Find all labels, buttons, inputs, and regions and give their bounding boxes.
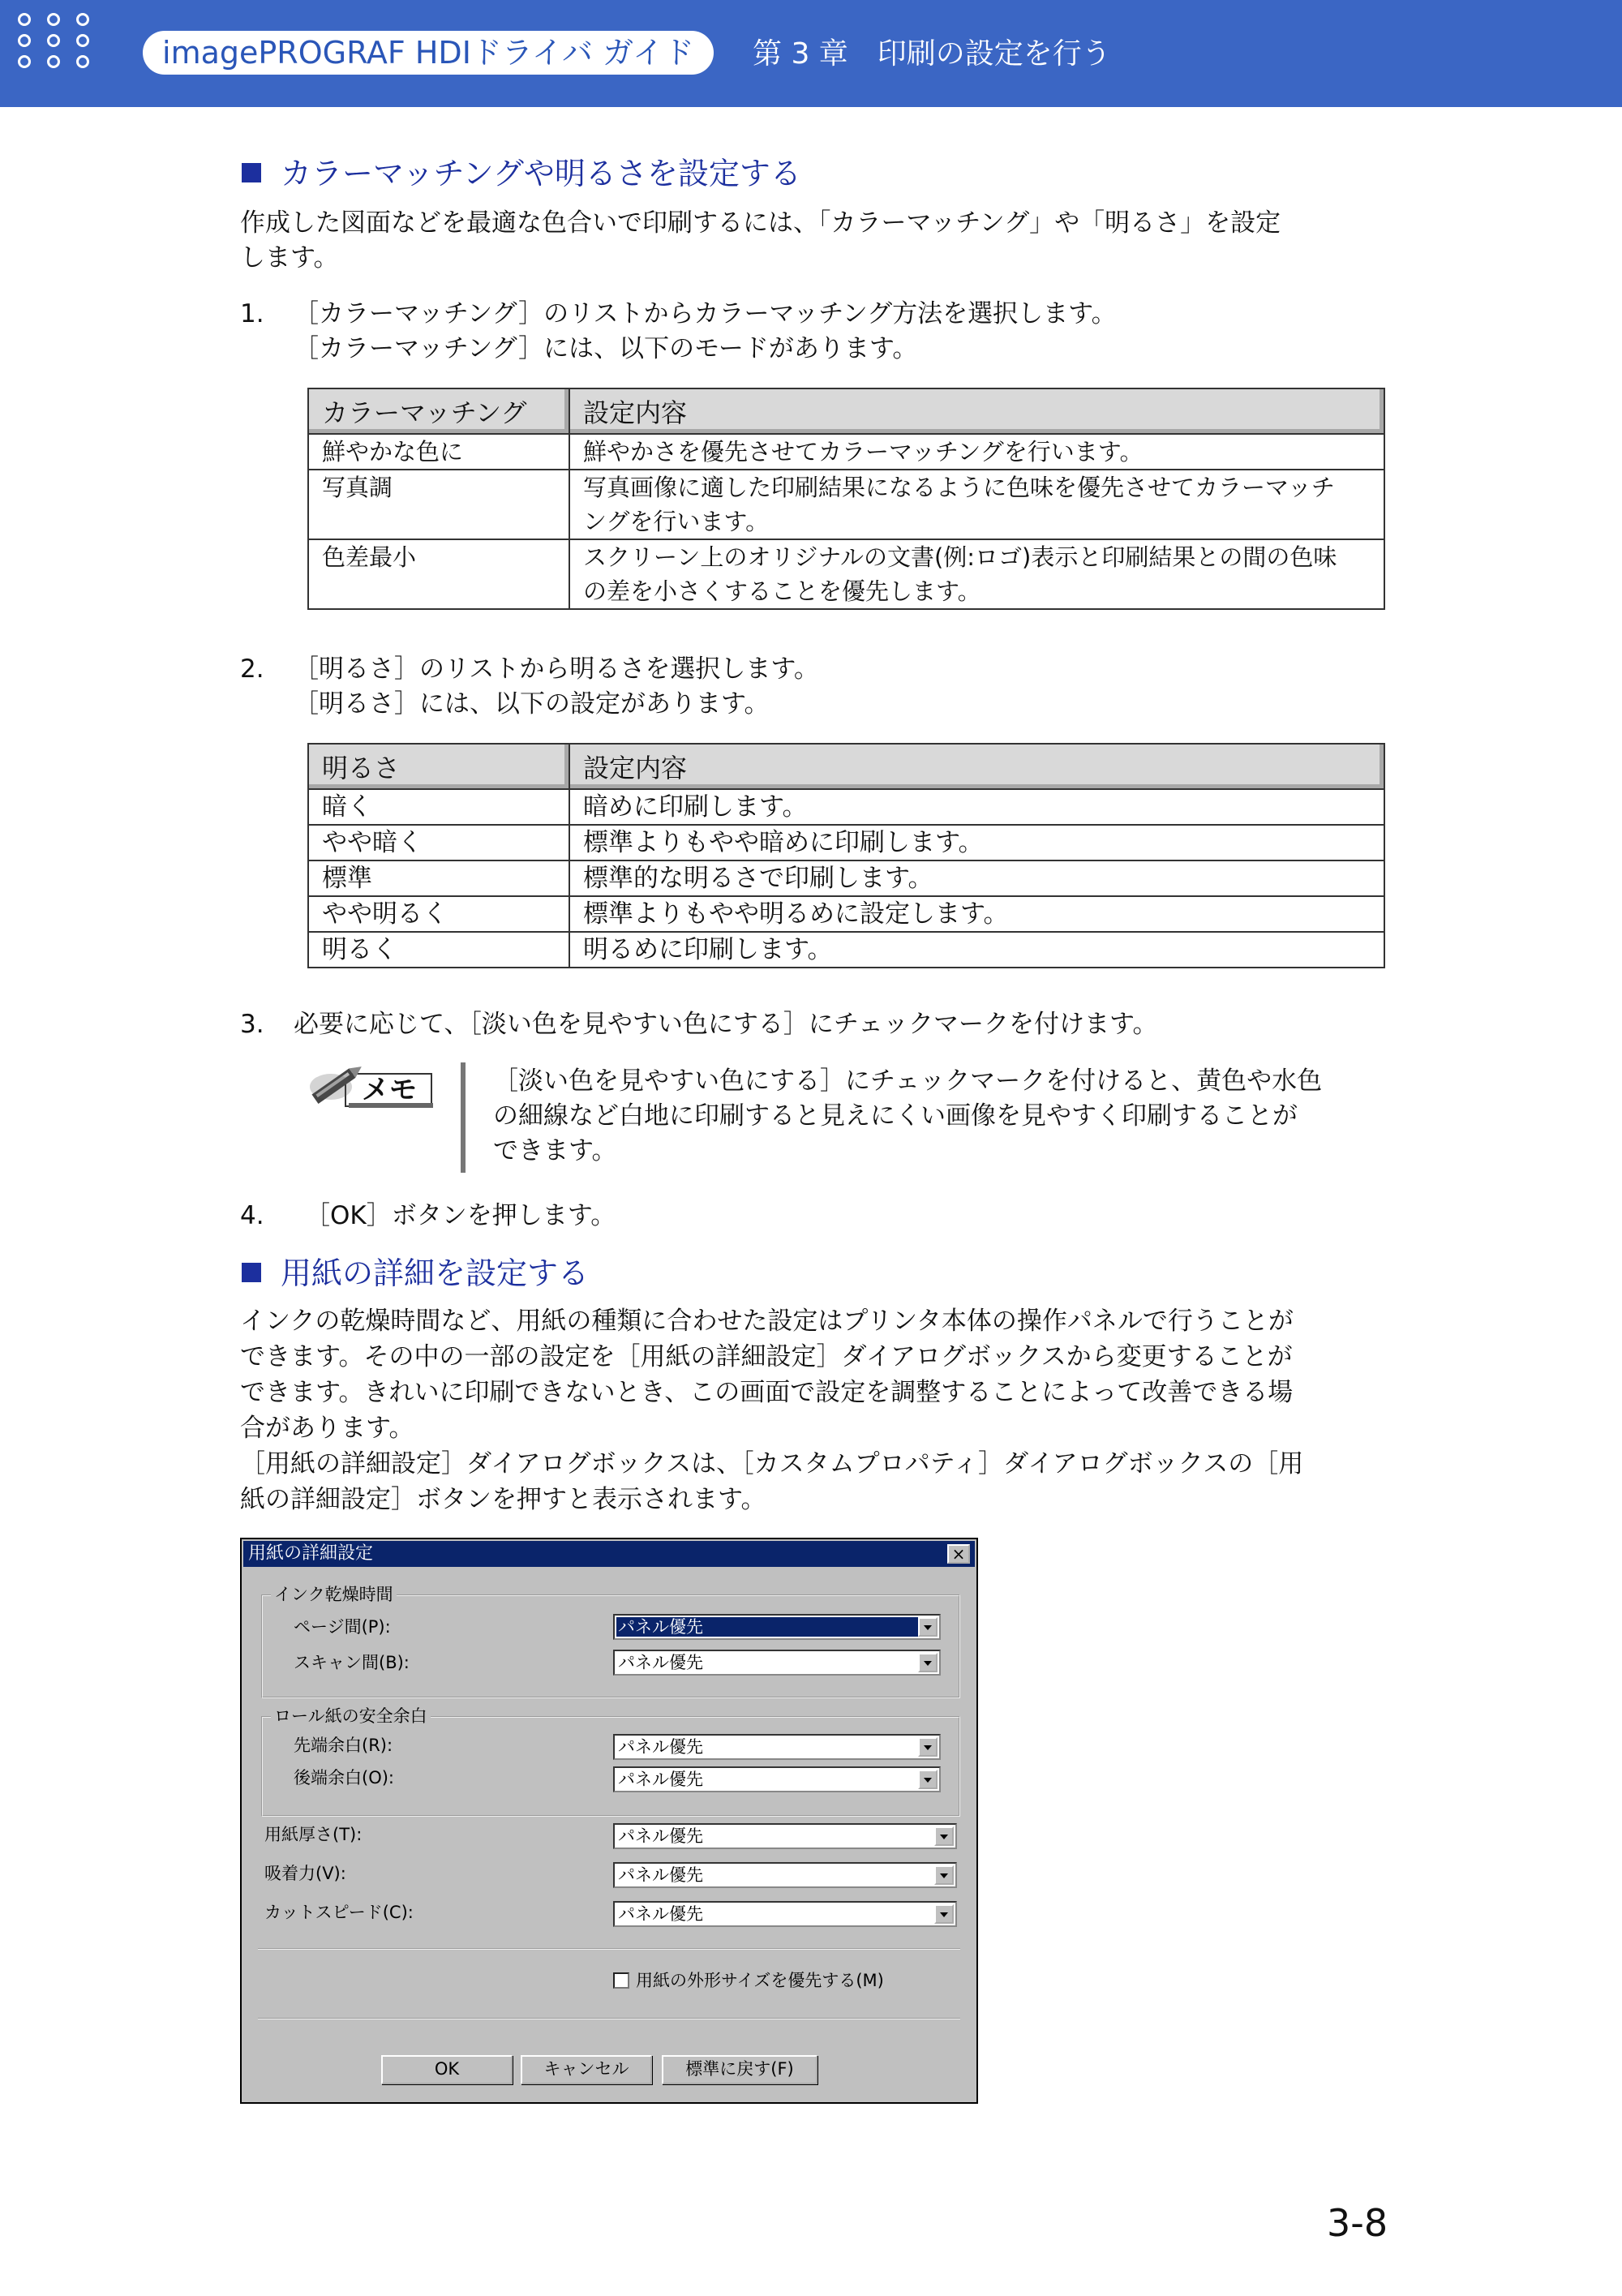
chapter-title: 第 3 章 印刷の設定を行う (753, 37, 1111, 71)
memo-badge-label: メモ (362, 1074, 417, 1106)
trailing-margin-label: 後端余白(O): (294, 1768, 394, 1787)
ink-drying-group (261, 1585, 960, 1698)
table-row (308, 789, 1384, 825)
chevron-down-icon[interactable] (934, 1904, 954, 1924)
cancel-button[interactable]: キャンセル (521, 2055, 652, 2084)
table-cell: 明るく (308, 932, 569, 968)
table-cell: 標準よりもやや明るめに設定します。 (569, 896, 1384, 932)
table-row (308, 434, 1384, 470)
page-interval-label: ページ間(P): (294, 1617, 391, 1637)
table-row (308, 860, 1384, 896)
chevron-down-icon[interactable] (918, 1737, 938, 1757)
memo-line-2: の細線など白地に印刷すると見えにくい画像を見やすく印刷することが (493, 1101, 1298, 1131)
memo-line-1: ［淡い色を見やすい色にする］にチェックマークを付けると、黄色や水色 (493, 1066, 1323, 1096)
leading-margin-label: 先端余白(R): (294, 1736, 393, 1755)
square-bullet-icon (242, 163, 261, 182)
page-number: 3-8 (1327, 2201, 1388, 2245)
color-matching-table (307, 388, 1385, 610)
paragraph-line: できます。きれいに印刷できないとき、この画面で設定を調整することによって改善できる場 (240, 1378, 1294, 1407)
table-cell: 鮮やかさを優先させてカラーマッチングを行います。 (569, 434, 1384, 470)
scan-interval-label: スキャン間(B): (294, 1653, 410, 1672)
square-bullet-icon (242, 1263, 261, 1282)
step-1-text: ［カラーマッチング］のリストからカラーマッチング方法を選択します。 (294, 299, 1117, 328)
table-cell: 標準よりもやや暗めに印刷します。 (569, 825, 1384, 860)
table-header-row (308, 744, 1384, 789)
table-row (308, 470, 1384, 539)
thickness-select[interactable]: パネル優先 (613, 1823, 957, 1849)
header-bar (0, 0, 1622, 107)
table-cell: 標準 (308, 860, 569, 896)
step-1-subtext: ［カラーマッチング］には、以下のモードがあります。 (294, 334, 918, 363)
paragraph-line: 合があります。 (240, 1414, 414, 1443)
memo-line-3: できます。 (493, 1136, 617, 1165)
section-heading-paper: 用紙の詳細を設定する (242, 1254, 589, 1293)
step-2-number: 2. (240, 654, 264, 684)
table-header: カラーマッチング (308, 388, 569, 434)
chevron-down-icon[interactable] (934, 1826, 954, 1846)
intro-line-2: します。 (240, 243, 339, 273)
guide-title: imagePROGRAF HDIドライバ ガイド (143, 31, 714, 75)
ok-button[interactable]: OK (381, 2055, 513, 2084)
group-label: ロール紙の安全余白 (271, 1706, 431, 1726)
table-cell: 明るめに印刷します。 (569, 932, 1384, 968)
table-cell: 写真調 (308, 470, 569, 539)
table-cell: スクリーン上のオリジナルの文書(例:ロゴ)表示と印刷結果との間の色味 の差を小さくすることを優先します。 (569, 539, 1384, 609)
dialog-title-bar (243, 1541, 975, 1567)
prefer-outline-size-label: 用紙の外形サイズを優先する(M) (636, 1971, 884, 1990)
step-2-subtext: ［明るさ］には、以下の設定があります。 (294, 689, 770, 719)
table-cell: 写真画像に適した印刷結果になるように色味を優先させてカラーマッチ ングを行います。 (569, 470, 1384, 539)
dialog-title: 用紙の詳細設定 (248, 1543, 374, 1564)
dialog-separator (258, 2018, 960, 2019)
thickness-label: 用紙厚さ(T): (264, 1825, 363, 1844)
chevron-down-icon[interactable] (934, 1865, 954, 1885)
paragraph-line: 紙の詳細設定］ボタンを押すと表示されます。 (240, 1485, 766, 1514)
intro-line-1: 作成した図面などを最適な色合いで印刷するには、「カラーマッチング」や「明るさ」を設定 (240, 208, 1281, 238)
suction-select[interactable]: パネル優先 (613, 1862, 957, 1888)
paragraph-line: インクの乾燥時間など、用紙の種類に合わせた設定はプリンタ本体の操作パネルで行うことが (240, 1307, 1294, 1336)
table-header-row (308, 388, 1384, 434)
chevron-down-icon[interactable] (918, 1770, 938, 1789)
close-button[interactable]: × (947, 1544, 970, 1564)
step-1-number: 1. (240, 299, 264, 328)
step-4-text: ［OK］ボタンを押します。 (305, 1201, 616, 1230)
table-row (308, 539, 1384, 609)
section-heading-color: カラーマッチングや明るさを設定する (242, 154, 801, 193)
memo-pencil-icon (307, 1062, 435, 1109)
chevron-down-icon[interactable] (918, 1653, 938, 1672)
table-cell: 暗めに印刷します。 (569, 789, 1384, 825)
step-3-text: 必要に応じて、［淡い色を見やすい色にする］にチェックマークを付けます。 (294, 1010, 1158, 1039)
table-cell: やや明るく (308, 896, 569, 932)
paper-details-dialog (240, 1538, 978, 2104)
cut-speed-select[interactable]: パネル優先 (613, 1901, 957, 1927)
table-cell: 標準的な明るさで印刷します。 (569, 860, 1384, 896)
brightness-table (307, 743, 1385, 968)
table-cell: 色差最小 (308, 539, 569, 609)
paragraph-line: ［用紙の詳細設定］ダイアログボックスは、［カスタムプロパティ］ダイアログボックスの［用 (240, 1449, 1304, 1478)
table-header: 設定内容 (569, 744, 1384, 789)
step-2-text: ［明るさ］のリストから明るさを選択します。 (294, 654, 819, 684)
cut-speed-label: カットスピード(C): (264, 1903, 414, 1922)
table-header: 明るさ (308, 744, 569, 789)
paragraph-line: できます。その中の一部の設定を［用紙の詳細設定］ダイアログボックスから変更することが (240, 1342, 1293, 1371)
prefer-outline-size-checkbox[interactable] (613, 1972, 629, 1989)
group-label: インク乾燥時間 (271, 1585, 397, 1604)
table-cell: 鮮やかな色に (308, 434, 569, 470)
leading-margin-select[interactable]: パネル優先 (613, 1734, 941, 1760)
suction-label: 吸着力(V): (264, 1864, 346, 1883)
step-3-number: 3. (240, 1010, 264, 1039)
page-interval-select[interactable]: パネル優先 (613, 1614, 941, 1640)
restore-defaults-button[interactable]: 標準に戻す(F) (662, 2055, 817, 2084)
table-cell: 暗く (308, 789, 569, 825)
memo-divider (461, 1062, 466, 1173)
table-cell: やや暗く (308, 825, 569, 860)
table-row (308, 896, 1384, 932)
dialog-separator (258, 1948, 960, 1950)
chevron-down-icon[interactable] (918, 1617, 938, 1637)
scan-interval-select[interactable]: パネル優先 (613, 1650, 941, 1676)
table-row (308, 932, 1384, 968)
table-row (308, 825, 1384, 860)
trailing-margin-select[interactable]: パネル優先 (613, 1766, 941, 1792)
table-header: 設定内容 (569, 388, 1384, 434)
step-4-number: 4. (240, 1201, 264, 1230)
